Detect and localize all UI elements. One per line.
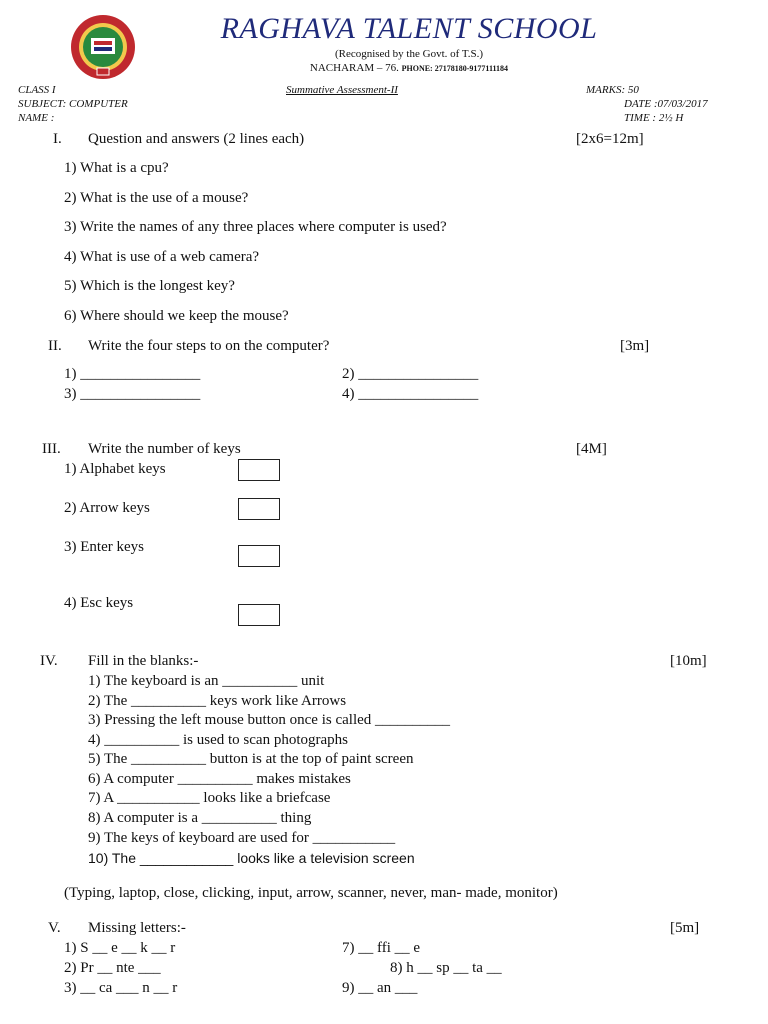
- section-2-number: II.: [48, 338, 62, 354]
- section-3-title: Write the number of keys: [88, 441, 241, 457]
- name-label: NAME :: [18, 112, 55, 124]
- section-2-marks: [3m]: [620, 338, 650, 354]
- phone: PHONE: 27178180-9177111184: [401, 64, 509, 73]
- list-item: 7) __ ffi __ e: [342, 940, 421, 956]
- section-1-title: Question and answers (2 lines each): [88, 131, 305, 147]
- section-5-title: Missing letters:-: [88, 920, 186, 936]
- class-label: CLASS I: [18, 84, 56, 96]
- blank-line: 1) ________________: [64, 366, 201, 382]
- list-item: 2) Arrow keys: [64, 500, 150, 516]
- section-3-number: III.: [42, 441, 61, 457]
- list-item: 4) __________ is used to scan photographs: [88, 732, 348, 748]
- list-item: 9) __ an ___: [342, 980, 418, 996]
- recognition-line: (Recognised by the Govt. of T.S.): [334, 48, 484, 60]
- list-item: 2) The __________ keys work like Arrows: [88, 693, 347, 709]
- list-item: 8) h __ sp __ ta __: [390, 960, 502, 976]
- section-1-marks: [2x6=12m]: [576, 131, 644, 147]
- list-item: 5) Which is the longest key?: [64, 278, 235, 294]
- list-item: 3) Enter keys: [64, 539, 144, 555]
- list-item: 2) What is the use of a mouse?: [64, 190, 249, 206]
- section-4-marks: [10m]: [670, 653, 707, 669]
- section-3-marks: [4M]: [576, 441, 607, 457]
- list-item: 1) What is a cpu?: [64, 160, 169, 176]
- list-item: 2) Pr __ nte ___: [64, 960, 161, 976]
- list-item: 5) The __________ button is at the top of paint screen: [88, 751, 414, 767]
- time-label: TIME : 2½ H: [624, 112, 684, 124]
- list-item: 4) What is use of a web camera?: [64, 249, 260, 265]
- section-5-number: V.: [48, 920, 61, 936]
- answer-box: [238, 604, 280, 626]
- address: NACHARAM – 76.: [309, 62, 402, 74]
- blank-line: 4) ________________: [342, 386, 479, 402]
- section-1-number: I.: [53, 131, 62, 147]
- list-item: 4) Esc keys: [64, 595, 134, 611]
- section-5-marks: [5m]: [670, 920, 700, 936]
- answer-box: [238, 545, 280, 567]
- word-bank: (Typing, laptop, close, clicking, input, arrow, scanner, never, man- made, monitor): [64, 885, 558, 901]
- list-item: 7) A ___________ looks like a briefcase: [88, 790, 331, 806]
- list-item: 1) The keyboard is an __________ unit: [88, 673, 325, 689]
- blank-line: 3) ________________: [64, 386, 201, 402]
- blank-line: 2) ________________: [342, 366, 479, 382]
- list-item: 3) Pressing the left mouse button once is called __________: [88, 712, 451, 728]
- date-label: DATE :07/03/2017: [624, 98, 708, 110]
- answer-box: [238, 459, 280, 481]
- address-line: [0, 62, 768, 74]
- list-item: 1) S __ e __ k __ r: [64, 940, 176, 956]
- subject-label: SUBJECT: COMPUTER: [18, 98, 128, 110]
- list-item: 9) The keys of keyboard are used for ___________: [88, 830, 396, 846]
- section-4-number: IV.: [40, 653, 58, 669]
- list-item: 10) The ____________ looks like a television screen: [88, 850, 415, 866]
- list-item: 1) Alphabet keys: [64, 461, 166, 477]
- list-item: 6) Where should we keep the mouse?: [64, 308, 289, 324]
- exam-title: Summative Assessment-II: [286, 84, 398, 96]
- list-item: 8) A computer is a __________ thing: [88, 810, 312, 826]
- school-name: RAGHAVA TALENT SCHOOL: [220, 12, 598, 45]
- answer-box: [238, 498, 280, 520]
- section-2-title: Write the four steps to on the computer?: [88, 338, 330, 354]
- list-item: 3) __ ca ___ n __ r: [64, 980, 178, 996]
- list-item: 3) Write the names of any three places where computer is used?: [64, 219, 447, 235]
- section-4-title: Fill in the blanks:-: [88, 653, 199, 669]
- list-item: 6) A computer __________ makes mistakes: [88, 771, 351, 787]
- marks-label: MARKS: 50: [586, 84, 639, 96]
